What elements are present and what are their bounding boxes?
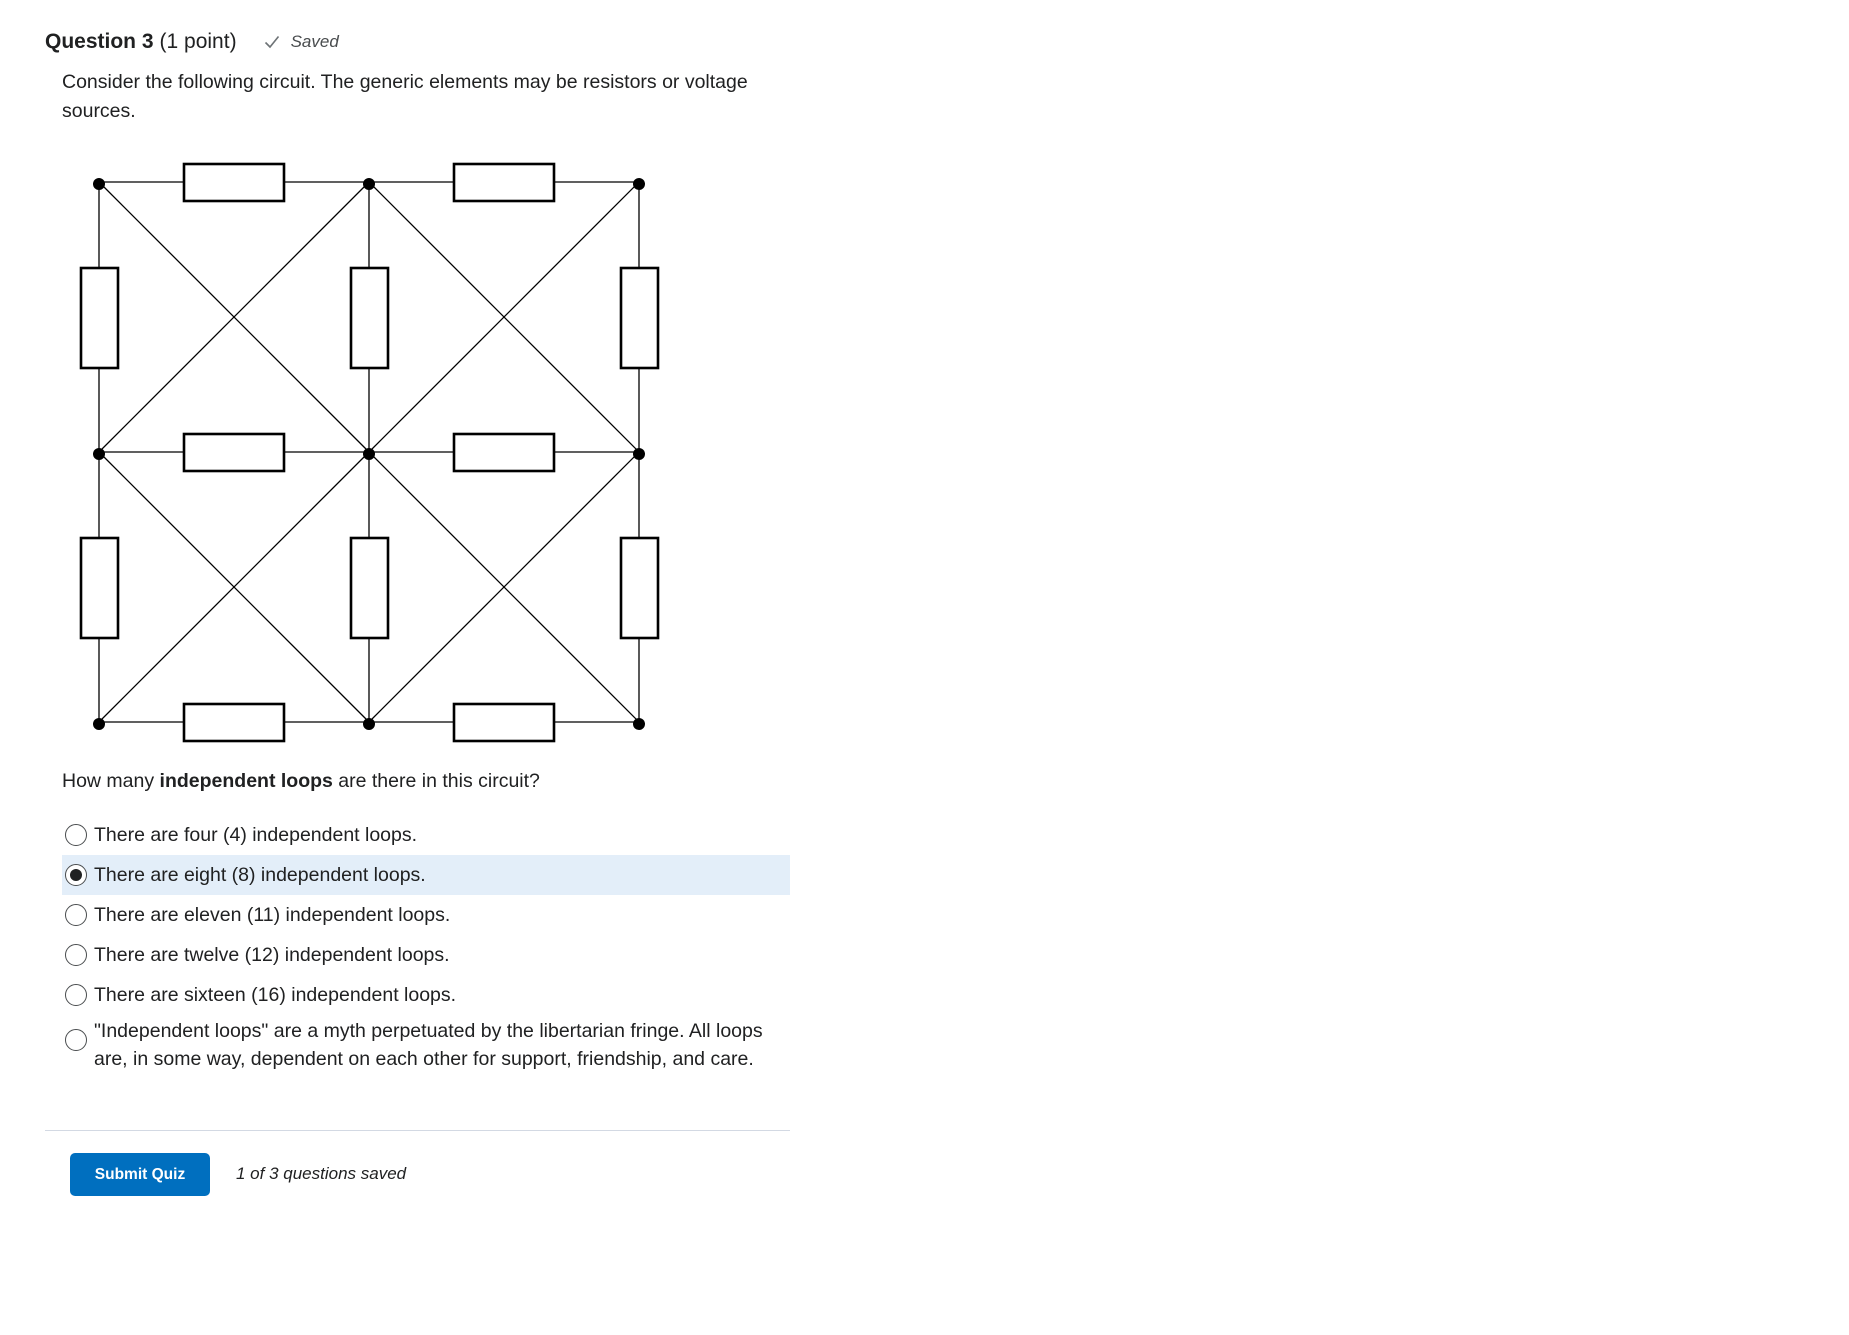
save-status-text: 1 of 3 questions saved	[236, 1164, 407, 1183]
option-label: "Independent loops" are a myth perpetuated by the libertarian fringe. All loops are, in some way, dependent on each other for support, friendship, and care.	[94, 1020, 763, 1070]
option-four[interactable]	[62, 815, 790, 855]
radio-button[interactable]	[65, 1029, 87, 1051]
option-label: There are four (4) independent loops.	[94, 823, 418, 846]
answer-options	[62, 815, 790, 1081]
option-label: There are twelve (12) independent loops.	[94, 943, 450, 966]
radio-button[interactable]	[65, 824, 87, 846]
check-icon	[263, 33, 281, 51]
saved-label: Saved	[290, 32, 339, 51]
question-prompt: Consider the following circuit. The generic elements may be resistors or voltage sources.	[62, 71, 748, 122]
radio-button[interactable]	[65, 904, 87, 926]
question-header	[45, 30, 339, 54]
question-ask-suffix: are there in this circuit?	[332, 770, 540, 792]
option-label: There are eight (8) independent loops.	[94, 863, 426, 886]
option-sixteen[interactable]	[62, 975, 790, 1015]
question-ask-prefix: How many	[62, 770, 160, 792]
question-points: (1 point)	[159, 30, 237, 53]
submit-quiz-button[interactable]: Submit Quiz	[70, 1153, 210, 1196]
question-ask-bold: independent loops	[159, 770, 333, 792]
option-eight[interactable]	[62, 855, 790, 895]
saved-indicator	[263, 32, 339, 52]
option-label: There are sixteen (16) independent loops.	[94, 983, 457, 1006]
radio-button[interactable]	[65, 984, 87, 1006]
option-myth[interactable]	[62, 1015, 790, 1081]
circuit-diagram	[70, 150, 670, 750]
option-label: There are eleven (11) independent loops.	[94, 903, 451, 926]
divider	[45, 1130, 790, 1131]
radio-button-selected[interactable]	[65, 864, 87, 886]
option-eleven[interactable]	[62, 895, 790, 935]
radio-dot-icon	[70, 869, 82, 881]
option-twelve[interactable]	[62, 935, 790, 975]
radio-button[interactable]	[65, 944, 87, 966]
question-title: Question 3	[45, 30, 154, 53]
question-ask	[62, 770, 540, 793]
